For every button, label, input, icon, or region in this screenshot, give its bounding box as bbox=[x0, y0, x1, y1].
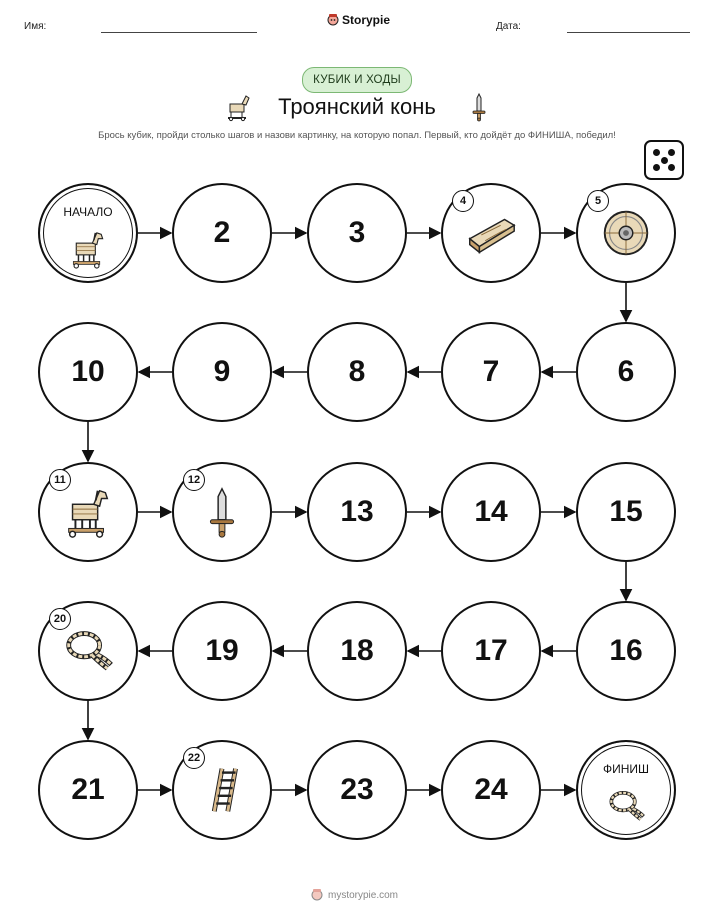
board-cell-15 bbox=[576, 462, 676, 562]
cell-number-tag: 12 bbox=[183, 469, 205, 491]
board-cell-13 bbox=[307, 462, 407, 562]
page-title: Троянский конь bbox=[278, 94, 436, 119]
cell-number: 10 bbox=[71, 355, 105, 388]
cell-number: 23 bbox=[340, 773, 374, 806]
cell-number: 21 bbox=[71, 773, 105, 806]
cell-number-tag: 11 bbox=[49, 469, 71, 491]
board-cell-8 bbox=[307, 322, 407, 422]
category-badge: КУБИК И ХОДЫ bbox=[302, 67, 412, 93]
finish-label: ФИНИШ bbox=[602, 762, 650, 776]
sword-icon bbox=[193, 483, 251, 541]
cell-number: 18 bbox=[340, 634, 374, 667]
brand-name: Storypie bbox=[342, 13, 391, 27]
cell-number: 13 bbox=[340, 495, 374, 528]
rope-icon bbox=[59, 622, 117, 680]
cell-number-tag: 4 bbox=[452, 190, 474, 212]
wooden-plank-icon bbox=[462, 204, 520, 262]
cell-number: 24 bbox=[474, 773, 508, 806]
board-cell-6 bbox=[576, 322, 676, 422]
ladder-icon bbox=[193, 761, 251, 819]
board-cell-17 bbox=[441, 601, 541, 701]
footer-site: mystorypie.com bbox=[328, 889, 399, 901]
board-cell-3 bbox=[307, 183, 407, 283]
instructions: Брось кубик, пройди столько шагов и назови картинку, на которую попал. Первый, кто дойдёт до ФИНИША, победил! bbox=[98, 130, 616, 141]
storypie-logo-icon bbox=[310, 888, 324, 902]
board-cell-23 bbox=[307, 740, 407, 840]
cell-number: 15 bbox=[609, 495, 643, 528]
cell-number: 19 bbox=[205, 634, 239, 667]
name-label: Имя: bbox=[24, 21, 47, 32]
cell-number-tag: 22 bbox=[183, 747, 205, 769]
board-cell-10 bbox=[38, 322, 138, 422]
cell-number-tag: 5 bbox=[587, 190, 609, 212]
board-cell-19 bbox=[172, 601, 272, 701]
trojan-horse-icon bbox=[66, 227, 110, 271]
board-cell-16 bbox=[576, 601, 676, 701]
cell-number: 3 bbox=[348, 216, 366, 249]
board-cell-9 bbox=[172, 322, 272, 422]
rope-icon bbox=[604, 784, 648, 828]
cell-number: 16 bbox=[609, 634, 643, 667]
cell-number: 9 bbox=[213, 355, 231, 388]
board-cell-2 bbox=[172, 183, 272, 283]
board-cell-7 bbox=[441, 322, 541, 422]
cell-number: 2 bbox=[213, 216, 231, 249]
finish-cell bbox=[576, 740, 676, 840]
board-cell-14 bbox=[441, 462, 541, 562]
cell-number: 6 bbox=[617, 355, 635, 388]
cell-number-tag: 20 bbox=[49, 608, 71, 630]
footer bbox=[310, 888, 398, 902]
board-cell-21 bbox=[38, 740, 138, 840]
start-cell bbox=[38, 183, 138, 283]
date-label: Дата: bbox=[496, 21, 521, 32]
round-shield-icon bbox=[597, 204, 655, 262]
cell-number: 17 bbox=[474, 634, 508, 667]
cell-number: 7 bbox=[482, 355, 500, 388]
cell-number: 14 bbox=[474, 495, 508, 528]
board-cell-24 bbox=[441, 740, 541, 840]
cell-number: 8 bbox=[348, 355, 366, 388]
board-cell-18 bbox=[307, 601, 407, 701]
start-label: НАЧАЛО bbox=[63, 205, 113, 219]
trojan-horse-icon bbox=[59, 483, 117, 541]
